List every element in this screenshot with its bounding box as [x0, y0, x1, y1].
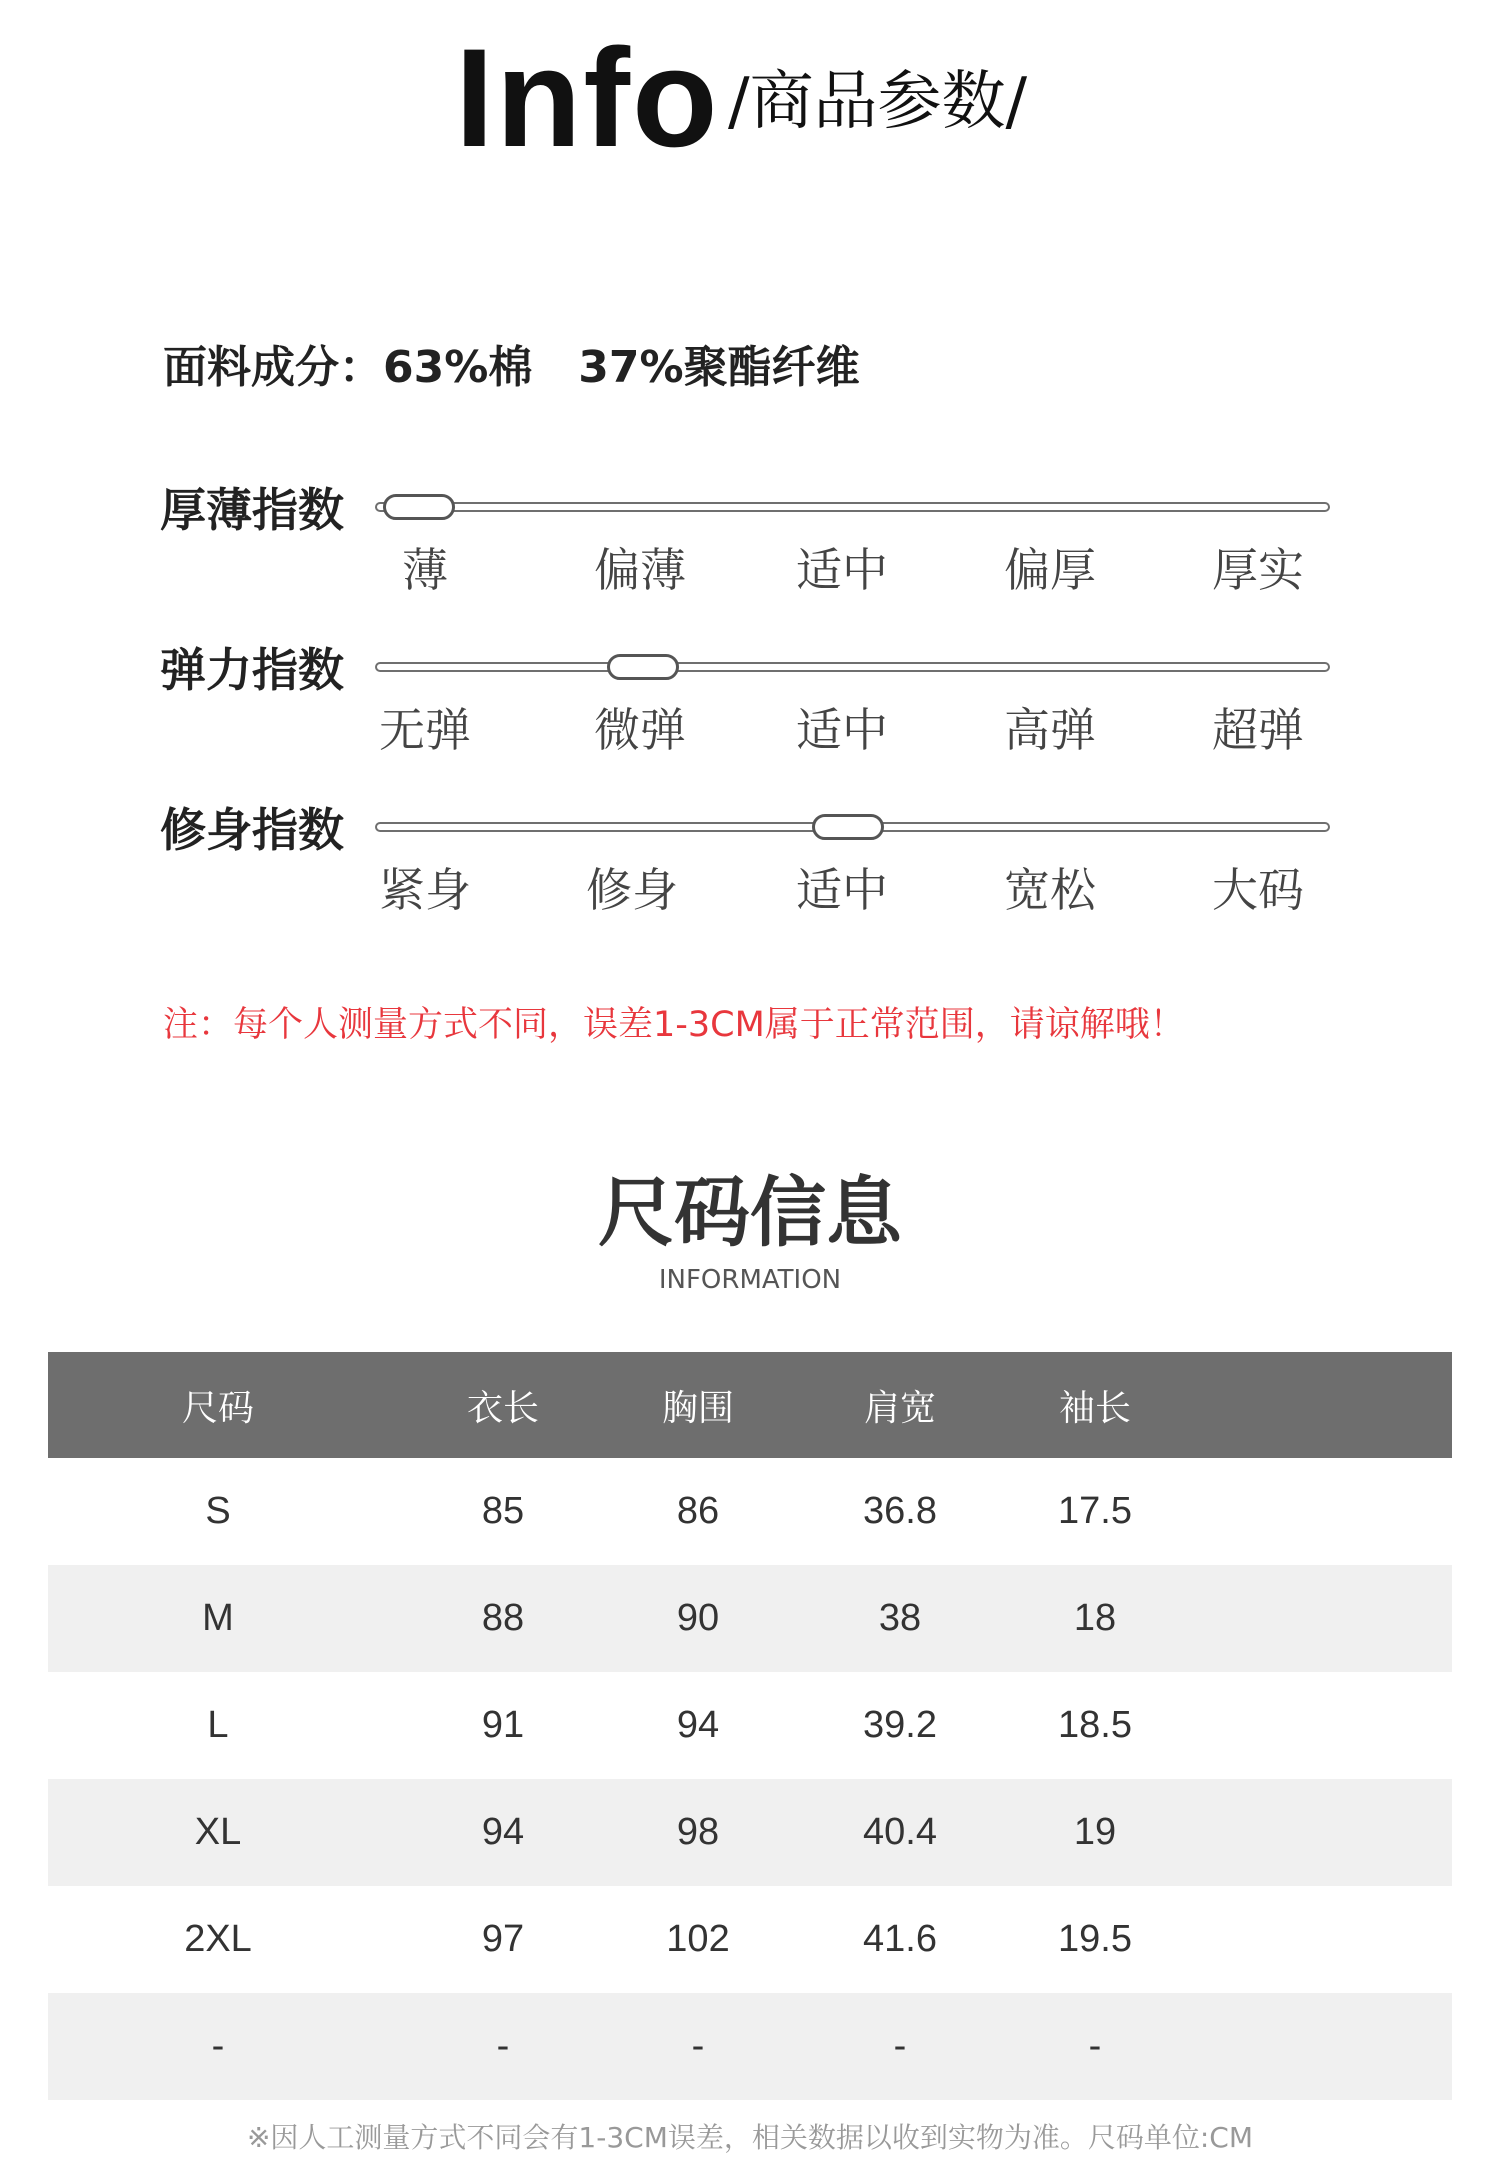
table-row [48, 1565, 1452, 1672]
table-cell: 85 [481, 1490, 525, 1532]
index-label: 修身指数 [160, 803, 344, 857]
index-option: 微弹 [594, 703, 686, 757]
table-cell: - [211, 2025, 225, 2067]
table-header-cell: 尺码 [181, 1387, 254, 1429]
table-row [48, 1779, 1452, 1886]
index-option: 偏薄 [594, 543, 686, 597]
index-knob [812, 814, 884, 840]
table-cell: - [691, 2025, 705, 2067]
size-section-title: 尺码信息 [598, 1168, 902, 1257]
table-cell: 38 [878, 1597, 922, 1639]
table-cell: M [202, 1597, 234, 1639]
index-option: 宽松 [1004, 863, 1096, 917]
table-cell: 94 [481, 1811, 525, 1853]
table-row [48, 1886, 1452, 1993]
size-section-subtitle: INFORMATION [658, 1265, 842, 1295]
table-cell: 40.4 [863, 1811, 937, 1853]
table-row [48, 1993, 1452, 2100]
table-header-row [48, 1352, 1452, 1458]
fabric-composition: 面料成分：63%棉 37%聚酯纤维 [163, 342, 860, 393]
info-subtitle: /商品参数/ [728, 65, 1028, 139]
index-option: 修身 [586, 863, 678, 917]
index-option: 偏厚 [1004, 543, 1096, 597]
table-cell: 98 [676, 1811, 720, 1853]
index-option: 无弹 [379, 703, 471, 757]
table-cell: 41.6 [863, 1918, 937, 1960]
table-cell: 102 [666, 1918, 730, 1960]
table-cell: 2XL [184, 1918, 252, 1960]
index-track [375, 502, 1330, 512]
table-header-cell: 胸围 [661, 1387, 734, 1429]
index-option: 紧身 [379, 863, 471, 917]
table-cell: S [205, 1490, 231, 1532]
table-cell: 39.2 [863, 1704, 937, 1746]
table-header-cell: 肩宽 [863, 1387, 936, 1429]
table-cell: - [1088, 2025, 1102, 2067]
index-option: 厚实 [1212, 543, 1304, 597]
table-row [48, 1458, 1452, 1565]
table-cell: 19 [1073, 1811, 1117, 1853]
table-header-cell: 袖长 [1058, 1387, 1131, 1429]
table-cell: L [207, 1704, 229, 1746]
table-cell: - [496, 2025, 510, 2067]
table-cell: 19.5 [1058, 1918, 1132, 1960]
table-row [48, 1672, 1452, 1779]
table-cell: 90 [676, 1597, 720, 1639]
table-cell: XL [194, 1811, 242, 1853]
table-cell: 36.8 [863, 1490, 937, 1532]
table-cell: 18.5 [1058, 1704, 1132, 1746]
index-knob [383, 494, 455, 520]
table-cell: 97 [481, 1918, 525, 1960]
table-cell: - [893, 2025, 907, 2067]
index-option: 大码 [1212, 863, 1304, 917]
table-cell: 86 [676, 1490, 720, 1532]
info-title: Info [455, 19, 720, 176]
table-header-cell: 衣长 [466, 1387, 539, 1429]
index-option: 薄 [402, 543, 448, 597]
index-option: 适中 [796, 703, 888, 757]
index-knob [607, 654, 679, 680]
index-label: 弹力指数 [160, 643, 344, 697]
index-option: 超弹 [1212, 703, 1304, 757]
table-cell: 88 [481, 1597, 525, 1639]
table-cell: 18 [1073, 1597, 1117, 1639]
index-option: 适中 [796, 863, 888, 917]
index-option: 高弹 [1004, 703, 1096, 757]
table-cell: 94 [676, 1704, 720, 1746]
measurement-note: 注：每个人测量方式不同，误差1-3CM属于正常范围，请谅解哦！ [163, 1005, 1185, 1045]
index-label: 厚薄指数 [160, 483, 344, 537]
table-cell: 91 [481, 1704, 525, 1746]
index-track [375, 662, 1330, 672]
size-table [48, 1352, 1452, 2100]
index-option: 适中 [796, 543, 888, 597]
table-cell: 17.5 [1058, 1490, 1132, 1532]
size-footnote: ※因人工测量方式不同会有1-3CM误差，相关数据以收到实物为准。尺码单位:CM [246, 2121, 1254, 2154]
